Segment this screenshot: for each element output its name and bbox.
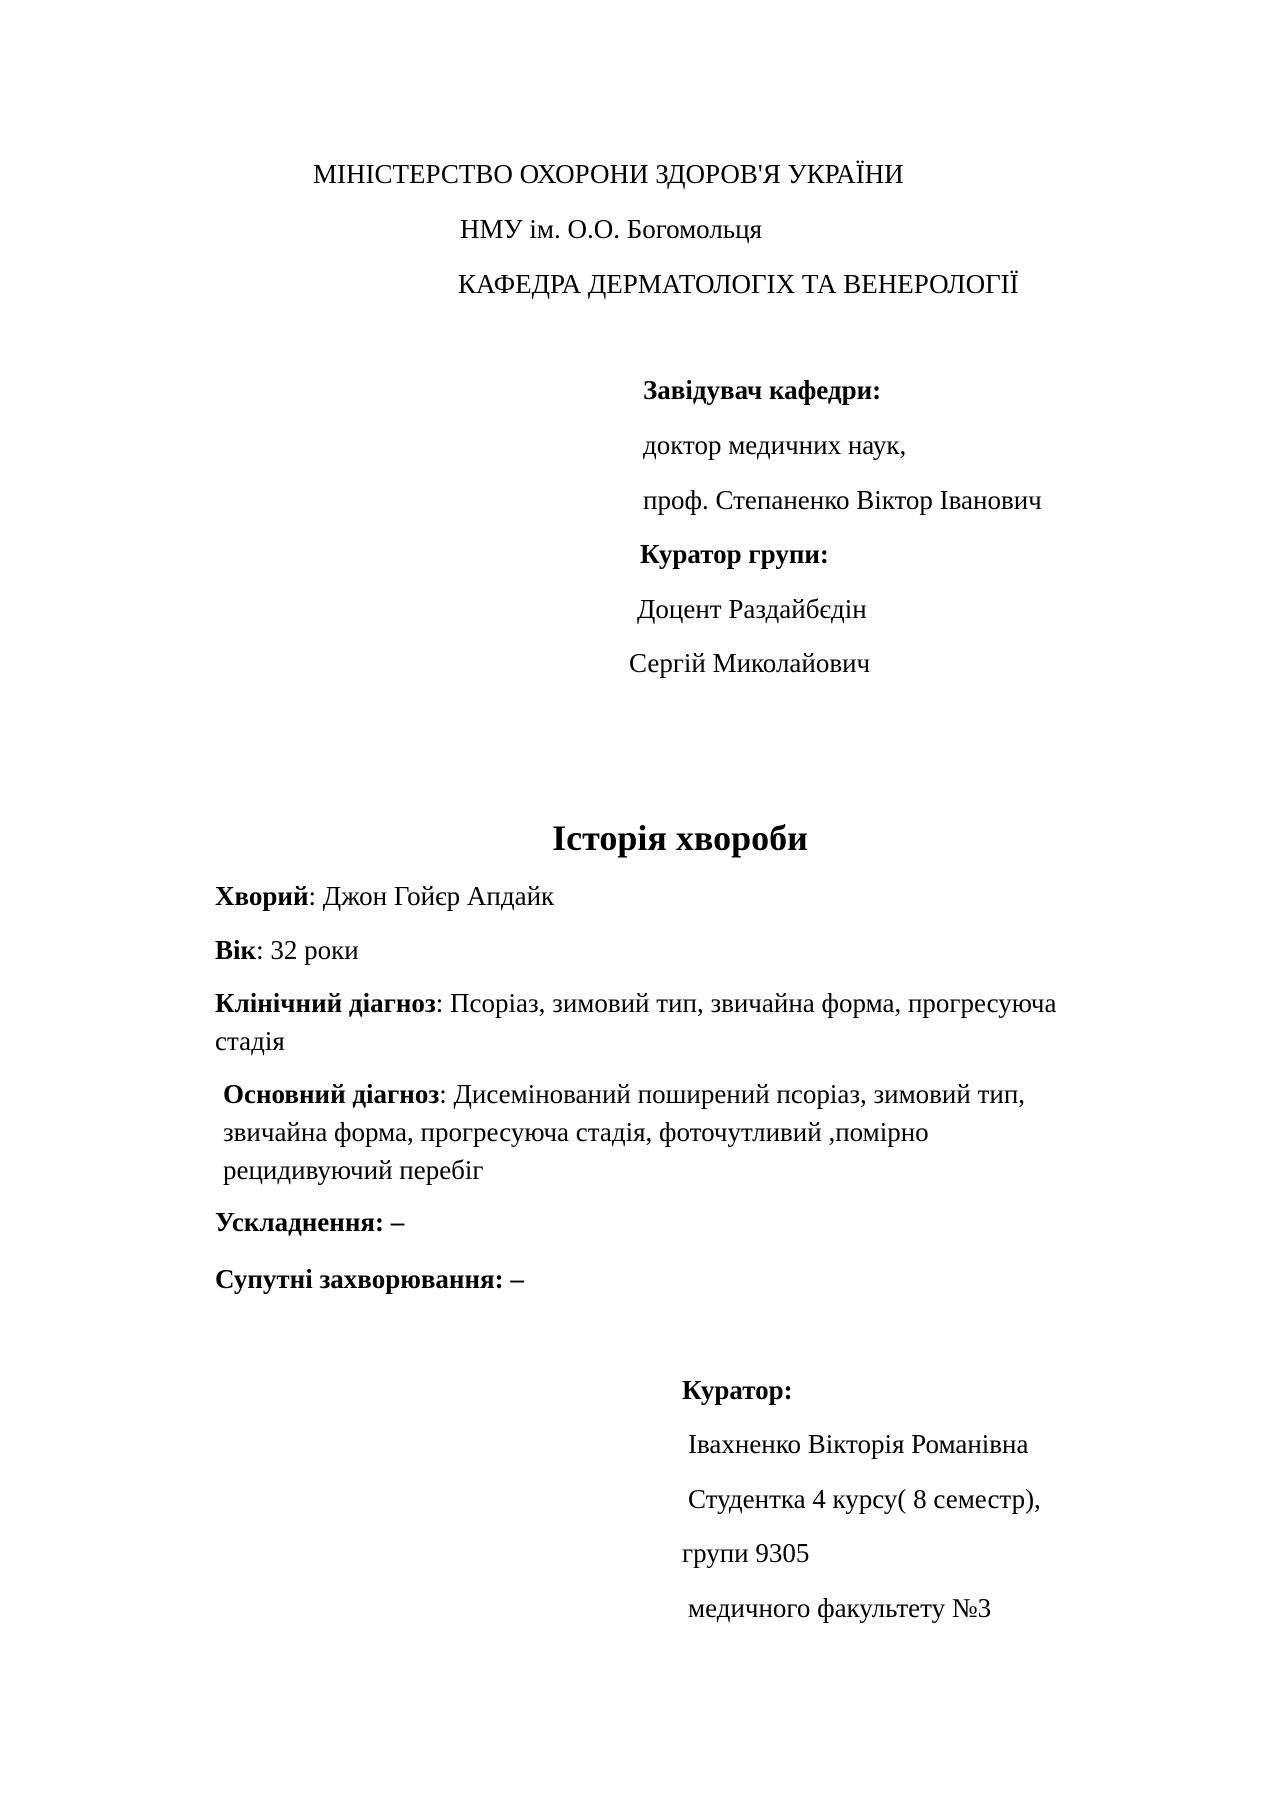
group-curator-label: Куратор групи: bbox=[640, 539, 829, 569]
age-line bbox=[215, 934, 359, 966]
curator-student: Студентка 4 курсу( 8 семестр), bbox=[688, 1484, 1041, 1514]
clinical-diagnosis-value: : Псоріаз, зимовий тип, звичайна форма, прогресуюча стадія bbox=[215, 988, 1057, 1056]
department-name: КАФЕДРА ДЕРМАТОЛОГІХ ТА ВЕНЕРОЛОГІЇ bbox=[458, 269, 1019, 299]
complications: Ускладнення: – bbox=[215, 1207, 405, 1237]
curator-faculty: медичного факультету №3 bbox=[688, 1593, 992, 1623]
patient-value: : Джон Гойєр Апдайк bbox=[308, 881, 555, 911]
head-of-department-name: проф. Степаненко Віктор Іванович bbox=[643, 485, 1042, 515]
curator-name: Івахненко Вікторія Романівна bbox=[688, 1429, 1029, 1459]
group-curator-line2: Сергій Миколайович bbox=[629, 648, 871, 678]
main-diagnosis-label: Основний діагноз bbox=[223, 1079, 440, 1109]
head-of-department-label: Завідувач кафедри: bbox=[643, 375, 882, 405]
clinical-diagnosis bbox=[215, 984, 1115, 1060]
patient-line bbox=[215, 880, 554, 912]
clinical-diagnosis-label: Клінічний діагноз bbox=[215, 988, 436, 1018]
age-label: Вік bbox=[215, 935, 257, 965]
age-value: : 32 роки bbox=[256, 935, 359, 965]
university-name: НМУ ім. О.О. Богомольця bbox=[460, 214, 762, 244]
main-diagnosis bbox=[223, 1075, 1103, 1189]
comorbidities: Супутні захворювання: – bbox=[215, 1264, 524, 1294]
head-of-department-degree: доктор медичних наук, bbox=[643, 430, 907, 460]
curator-label: Куратор: bbox=[682, 1375, 793, 1405]
patient-label: Хворий bbox=[215, 881, 309, 911]
curator-group: групи 9305 bbox=[682, 1538, 810, 1568]
ministry-heading: МІНІСТЕРСТВО ОХОРОНИ ЗДОРОВ'Я УКРАЇНИ bbox=[313, 159, 904, 189]
page-title: Історія хвороби bbox=[552, 818, 808, 858]
group-curator-line1: Доцент Раздайбєдін bbox=[637, 594, 867, 624]
main-diagnosis-value: : Дисемінований поширений псоріаз, зимовий тип, звичайна форма, прогресуюча стадія, фоточутливий ,помірно рецидивуючий перебіг bbox=[223, 1079, 1026, 1185]
